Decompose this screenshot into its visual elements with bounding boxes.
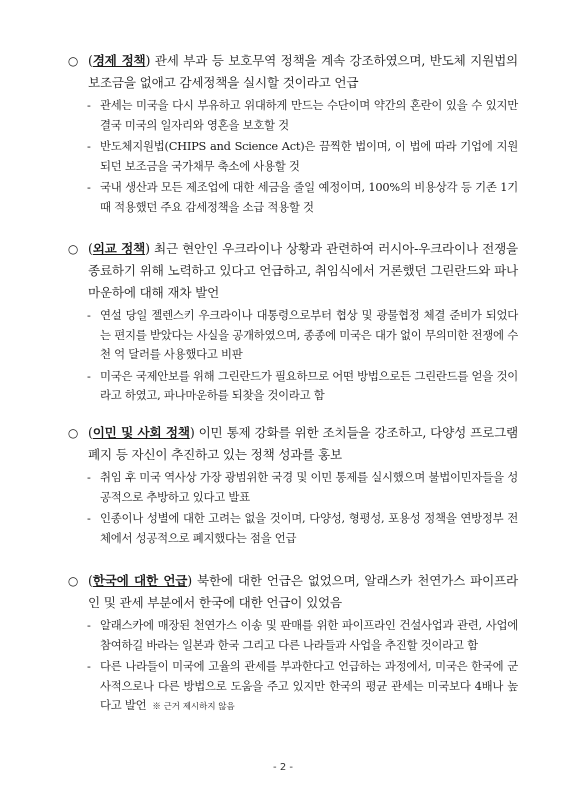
section-foreign-policy: [66, 238, 518, 406]
footnote-note: ※ 근거 제시하지 않음: [152, 702, 235, 712]
circle-bullet-icon: ○: [67, 426, 79, 440]
bullet-paragraph: ○ (한국에 대한 언급) 북한에 대한 언급은 없었으며, 알래스카 천연가스 파이프라인 및 관세 부분에서 한국에 대한 언급이 있었음: [66, 570, 518, 614]
sub-item: - 취임 후 미국 역사상 가장 광범위한 국경 및 이민 통제를 실시했으며 불법이민자들을 성공적으로 추방하고 있다고 발표: [87, 470, 518, 504]
section-heading: 외교 정책: [92, 241, 146, 256]
bullet-paragraph: ○ (이민 및 사회 정책) 이민 통제 강화를 위한 조치들을 강조하고, 다양성 프로그램 폐지 등 자신이 추진하고 있는 정책 성과를 홍보: [66, 422, 518, 466]
sub-item: - 알래스카에 매장된 천연가스 이송 및 판매를 위한 파이프라인 건설사업과 관련, 사업에 참여하길 바라는 일본과 한국 그리고 다른 나라들과 사업을 추진할 것이라고 함: [87, 618, 518, 652]
section-heading: 경제 정책: [92, 53, 146, 68]
section-korea-mention: [66, 570, 518, 718]
circle-bullet-icon: ○: [67, 242, 79, 256]
bullet-text: 최근 현안인 우크라이나 상황과 관련하여 러시아-우크라이나 전쟁을 종료하기 위해 노력하고 있다고 언급하고, 취임식에서 거론했던 그린란드와 파나마운하에 대해 재차 발언: [88, 241, 519, 300]
sub-item: - 인종이나 성별에 대한 고려는 없을 것이며, 다양성, 형평성, 포용성 정책을 연방정부 전체에서 성공적으로 폐지했다는 점을 언급: [87, 511, 518, 545]
bullet-text: 이민 통제 강화를 위한 조치들을 강조하고, 다양성 프로그램 폐지 등 자신이 추진하고 있는 정책 성과를 홍보: [88, 425, 519, 462]
bullet-text: 관세 부과 등 보호무역 정책을 계속 강조하였으며, 반도체 지원법의 보조금을 없애고 감세정책을 실시할 것이라고 언급: [88, 53, 519, 90]
sub-item: - 국내 생산과 모든 제조업에 대한 세금을 줄일 예정이며, 100%의 비용상각 등 기존 1기 때 적용했던 주요 감세정책을 소급 적용할 것: [87, 180, 518, 214]
bullet-text: 북한에 대한 언급은 없었으며, 알래스카 천연가스 파이프라인 및 관세 부분에서 한국에 대한 언급이 있었음: [88, 573, 518, 610]
section-immigration-social-policy: [66, 422, 518, 548]
sub-item: - 반도체지원법(CHIPS and Science Act)은 끔찍한 법이며, 이 법에 따라 기업에 지원되던 보조금을 국가채무 축소에 사용할 것: [87, 139, 518, 173]
page-number: - 2 -: [273, 762, 293, 773]
circle-bullet-icon: ○: [67, 574, 79, 588]
sub-item: - 관세는 미국을 다시 부유하고 위대하게 만드는 수단이며 약간의 혼란이 있을 수 있지만 결국 미국의 일자리와 영혼을 보호할 것: [87, 98, 518, 132]
sub-item: - 미국은 국제안보를 위해 그린란드가 필요하므로 어떤 방법으로든 그린란드를 얻을 것이라고 하였고, 파나마운하를 되찾을 것이라고 함: [87, 368, 518, 402]
section-heading: 이민 및 사회 정책: [92, 425, 190, 440]
sub-item: - 연설 당일 젤렌스키 우크라이나 대통령으로부터 협상 및 광물협정 체결 준비가 되었다는 편지를 받았다는 사실을 공개하였으며, 종종에 미국은 대가 없이 무의미한 전쟁에 수천 억 달러를 사용했다고 비판: [87, 308, 518, 361]
circle-bullet-icon: ○: [67, 54, 79, 68]
bullet-paragraph: ○ (외교 정책) 최근 현안인 우크라이나 상황과 관련하여 러시아-우크라이나 전쟁을 종료하기 위해 노력하고 있다고 언급하고, 취임식에서 거론했던 그린란드와 파나마운하에 대해 재차 발언: [66, 238, 518, 304]
section-economic-policy: [66, 50, 518, 217]
section-heading: 한국에 대한 언급: [92, 573, 188, 588]
sub-item: - 다른 나라들이 미국에 고율의 관세를 부과한다고 언급하는 과정에서, 미국은 한국에 군사적으로나 다른 방법으로 도움을 주고 있지만 한국의 평균 관세는 미국보다 4배나 높다고 발언 ※ 근거 제시하지 않음: [87, 659, 518, 712]
bullet-paragraph: ○ (경제 정책) 관세 부과 등 보호무역 정책을 계속 강조하였으며, 반도체 지원법의 보조금을 없애고 감세정책을 실시할 것이라고 언급: [66, 50, 518, 94]
